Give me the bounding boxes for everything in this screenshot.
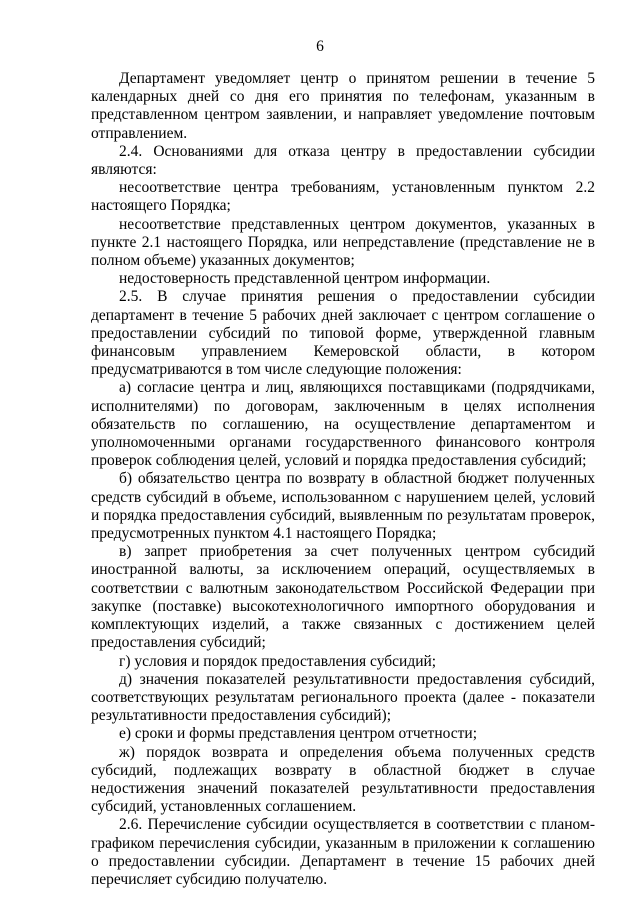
paragraph-provision-d: д) значения показателей результативности предоставления субсидий, соответствующих результатам регионального проекта (далее - показатели результативности предоставления субсидий); [91,670,595,725]
paragraph-provision-a: а) согласие центра и лиц, являющихся поставщиками (подрядчиками, исполнителями) по договорам, заключенным в целях исполнения обязательств по соглашению, на осуществление департаментом и уполномоченными органами государственного финансового контроля проверок соблюдения целей, условий и порядка предоставления субсидий; [91,379,595,470]
paragraph-2-5: 2.5. В случае принятия решения о предоставлении субсидии департамент в течение 5 рабочих дней заключает с центром соглашение о предоставлении субсидий по типовой форме, утвержденной главным финансовым управлением Кемеровской области, в котором предусматриваются в том числе следующие положения: [91,288,595,379]
paragraph-notification: Департамент уведомляет центр о принятом решении в течение 5 календарных дней со дня его принятия по телефонам, указанным в представленном центром заявлении, и направляет уведомление почтовым отправлением. [91,70,595,142]
paragraph-2-6: 2.6. Перечисление субсидии осуществляется в соответствии с планом-графиком перечисления субсидии, указанным в приложении к соглашению о предоставлении субсидии. Департамент в течение 15 рабочих дней перечисляет субсидию получателю. [91,816,595,888]
paragraph-refusal-ground-2: несоответствие представленных центром документов, указанных в пункте 2.1 настоящего Порядка, или непредставление (представление не в полном объеме) указанных документов; [91,215,595,270]
page-number: 6 [316,38,324,55]
paragraph-provision-v: в) запрет приобретения за счет полученных центром субсидий иностранной валюты, за исключением операций, осуществляемых в соответствии с валютным законодательством Российской Федерации при закупке (поставке) высокотехнологичного импортного оборудования и комплектующих изделий, а также связанных с достижением целей предоставления субсидий; [91,543,595,652]
paragraph-provision-e: е) сроки и формы представления центром отчетности; [119,725,477,743]
paragraph-refusal-ground-1: несоответствие центра требованиям, установленным пунктом 2.2 настоящего Порядка; [91,179,595,215]
document-body [91,70,595,889]
paragraph-2-4: 2.4. Основаниями для отказа центру в предоставлении субсидии являются: [91,142,595,179]
paragraph-refusal-ground-3: недостоверность представленной центром информации. [119,270,491,288]
paragraph-provision-b: б) обязательство центра по возврату в областной бюджет полученных средств субсидий в объеме, использованном с нарушением целей, условий и порядка предоставления субсидий, выявленным по результатам проверок, предусмотренных пунктом 4.1 настоящего Порядка; [91,470,595,543]
paragraph-provision-zh: ж) порядок возврата и определения объема полученных средств субсидий, подлежащих возврату в областной бюджет в случае недостижения значений показателей результативности предоставления субсидий, установленных соглашением. [91,743,595,816]
paragraph-provision-g: г) условия и порядок предоставления субсидий; [119,652,437,670]
